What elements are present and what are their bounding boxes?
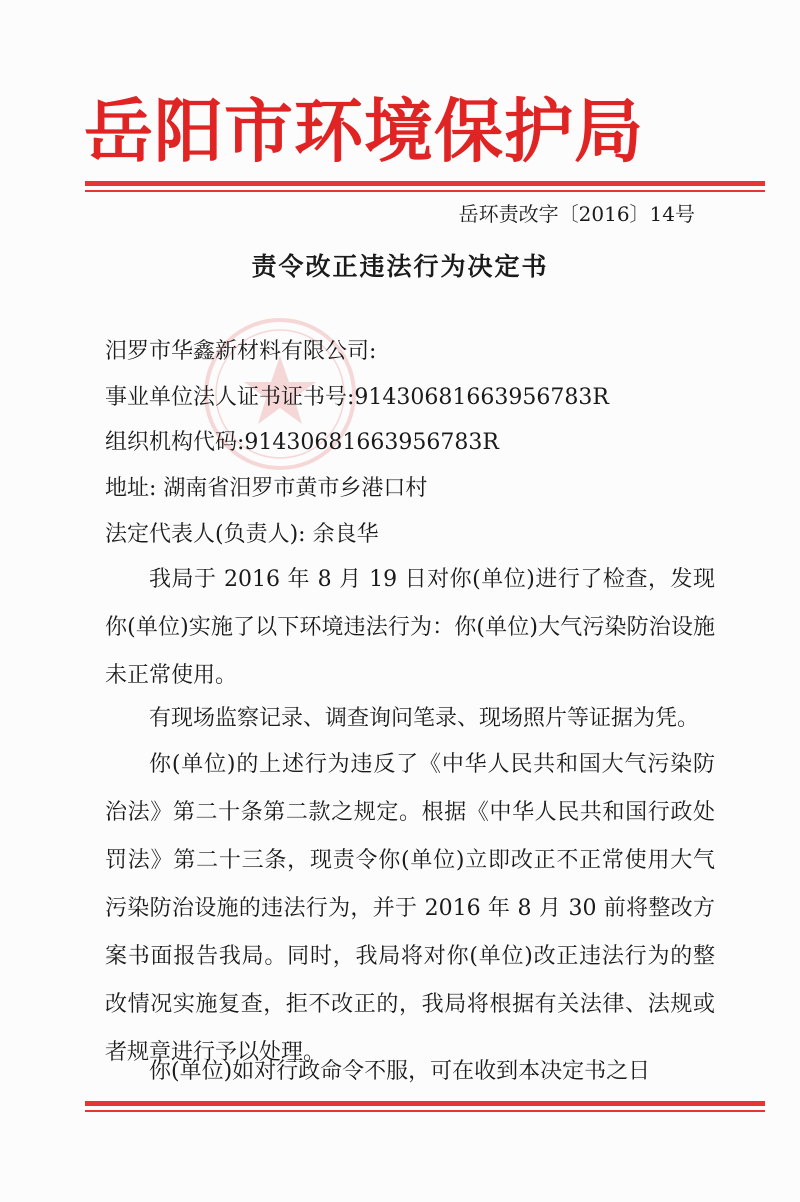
cert-number-line (105, 383, 609, 413)
org-code-line (105, 428, 499, 458)
address-label: 地址: (105, 476, 157, 501)
cert-number-value: 91430681663956783R (354, 385, 609, 410)
document-heading: 责令改正违法行为决定书 (251, 252, 549, 281)
paragraph-inspection: 我局于 2016 年 8 月 19 日对你(单位)进行了检查，发现你(单位)实施了以下环境违法行为：你(单位)大气污染防治设施未正常使用。 (105, 567, 715, 688)
footer-rule-thin (85, 1110, 765, 1112)
org-code-label: 组织机构代码: (105, 430, 245, 455)
agency-letterhead: 岳阳市环境保护局 (84, 91, 644, 172)
address-line (105, 474, 427, 504)
letterhead-rule-thin (85, 190, 765, 192)
footer-rule-thick (85, 1101, 765, 1106)
cert-number-label: 事业单位法人证书证书号: (105, 385, 355, 410)
letterhead-rule-thick (85, 181, 765, 186)
legal-rep-value: 余良华 (312, 522, 379, 547)
recipient-company: 汨罗市华鑫新材料有限公司: (105, 339, 377, 364)
legal-rep-label: 法定代表人(负责人): (105, 522, 306, 547)
document-number: 岳环责改字〔2016〕14号 (458, 202, 695, 226)
org-code-value: 91430681663956783R (244, 430, 499, 455)
address-value: 湖南省汨罗市黄市乡港口村 (163, 476, 428, 501)
paragraph-appeal: 你(单位)如对行政命令不服，可在收到本决定书之日 (149, 1059, 651, 1084)
legal-rep-line (105, 520, 379, 550)
paragraph-evidence: 有现场监察记录、调查询问笔录、现场照片等证据为凭。 (149, 706, 700, 731)
paragraph-order: 你(单位)的上述行为违反了《中华人民共和国大气污染防治法》第二十条第二款之规定。根据《中华人民共和国行政处罚法》第二十三条，现责令你(单位)立即改正不正常使用大气污染防治设施的违法行为，并于 2016 年 8 月 30 前将整改方案书面报告我局。同时，我局将对你(单位)改正违法行为的整改情况实施复查，拒不改正的，我局将根据有关法律、法规或者规章进行予以处理。 (105, 752, 715, 1065)
